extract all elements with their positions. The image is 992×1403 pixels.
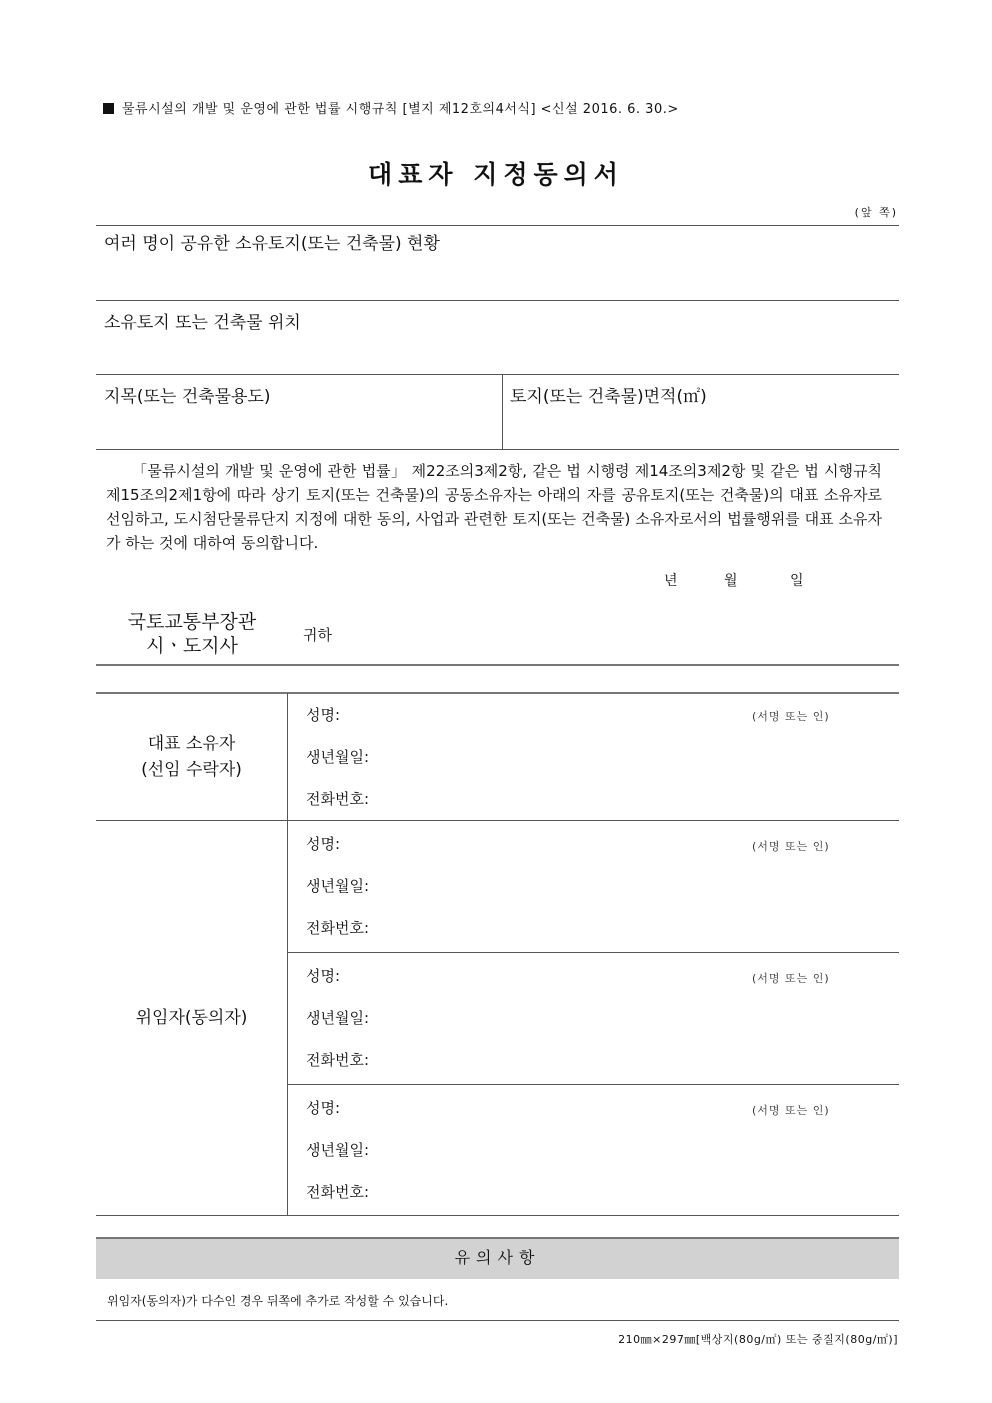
delegator-name-field[interactable]: 성명: (306, 967, 341, 985)
divider (96, 1320, 899, 1321)
representative-sign-label: (서명 또는 인) (752, 710, 830, 723)
delegator-phone-field[interactable]: 전화번호: (306, 1183, 370, 1201)
representative-phone-field[interactable]: 전화번호: (306, 790, 370, 808)
representative-label: 대표 소유자 (선임 수락자) (141, 734, 242, 780)
page-title: 대표자 지정동의서 (368, 160, 624, 189)
delegator-sign-label: (서명 또는 인) (752, 840, 830, 853)
addressee-line2: 시ㆍ도지사 (146, 635, 238, 657)
divider (96, 820, 899, 821)
divider (287, 952, 899, 953)
divider (96, 664, 899, 666)
bullet-square-icon (103, 103, 114, 114)
property-status-field[interactable] (96, 248, 899, 298)
divider (96, 1215, 899, 1216)
addressee-honorific: 귀하 (303, 626, 332, 644)
form-reference: 물류시설의 개발 및 운영에 관한 법률 시행규칙 [별지 제12호의4서식] <신설 2016. 6. 30.> (103, 98, 679, 117)
delegator-birth-field[interactable]: 생년월일: (306, 877, 370, 895)
delegator-sign-label: (서명 또는 인) (752, 1104, 830, 1117)
divider (96, 225, 899, 226)
notes-text: 위임자(동의자)가 다수인 경우 뒤쪽에 추가로 작성할 수 있습니다. (107, 1294, 449, 1308)
divider (287, 693, 288, 1215)
page-side-label: (앞 쪽) (854, 206, 898, 219)
land-category-label: 지목(또는 건축물용도) (104, 387, 271, 407)
delegator-phone-field[interactable]: 전화번호: (306, 1051, 370, 1069)
date-year-label: 년 (664, 573, 678, 589)
delegator-name-field[interactable]: 성명: (306, 835, 341, 853)
date-day-label: 일 (790, 573, 804, 589)
area-field[interactable] (503, 404, 899, 448)
delegator-phone-field[interactable]: 전화번호: (306, 919, 370, 937)
addressee-line1: 국토교통부장관 (127, 611, 257, 633)
notes-title: 유의사항 (96, 1237, 899, 1279)
property-location-label: 소유토지 또는 건축물 위치 (104, 313, 301, 333)
property-status-label: 여러 명이 공유한 소유토지(또는 건축물) 현황 (104, 234, 440, 254)
representative-birth-field[interactable]: 생년월일: (306, 748, 370, 766)
land-category-field[interactable] (96, 404, 501, 448)
area-label: 토지(또는 건축물)면적(㎡) (510, 387, 707, 407)
delegator-sign-label: (서명 또는 인) (752, 972, 830, 985)
property-location-field[interactable] (96, 330, 899, 372)
delegators-label: 위임자(동의자) (135, 1008, 248, 1028)
divider (96, 692, 899, 694)
divider (96, 300, 899, 301)
divider (96, 374, 899, 375)
delegator-name-field[interactable]: 성명: (306, 1099, 341, 1117)
paper-spec: 210㎜×297㎜[백상지(80g/㎡) 또는 중질지(80g/㎡)] (618, 1333, 898, 1346)
delegator-birth-field[interactable]: 생년월일: (306, 1009, 370, 1027)
divider (287, 1084, 899, 1085)
divider (96, 449, 899, 450)
delegator-birth-field[interactable]: 생년월일: (306, 1141, 370, 1159)
consent-text: 「물류시설의 개발 및 운영에 관한 법률」 제22조의3제2항, 같은 법 시행령 제14조의3제2항 및 같은 법 시행규칙 제15조의2제1항에 따라 상기 토지(또는 건축물)의 공동소유자는 아래의 자를 공유토지(또는 건축물)의 대표 소유자로 선임하고, 도시첨단물류단지 지정에 대한 동의, 사업과 관련한 토지(또는 건축물) 소유자로서의 법률행위를 대표 소유자가 하는 것에 대하여 동의합니다. (106, 462, 882, 552)
date-month-label: 월 (724, 573, 738, 589)
representative-name-field[interactable]: 성명: (306, 706, 341, 724)
